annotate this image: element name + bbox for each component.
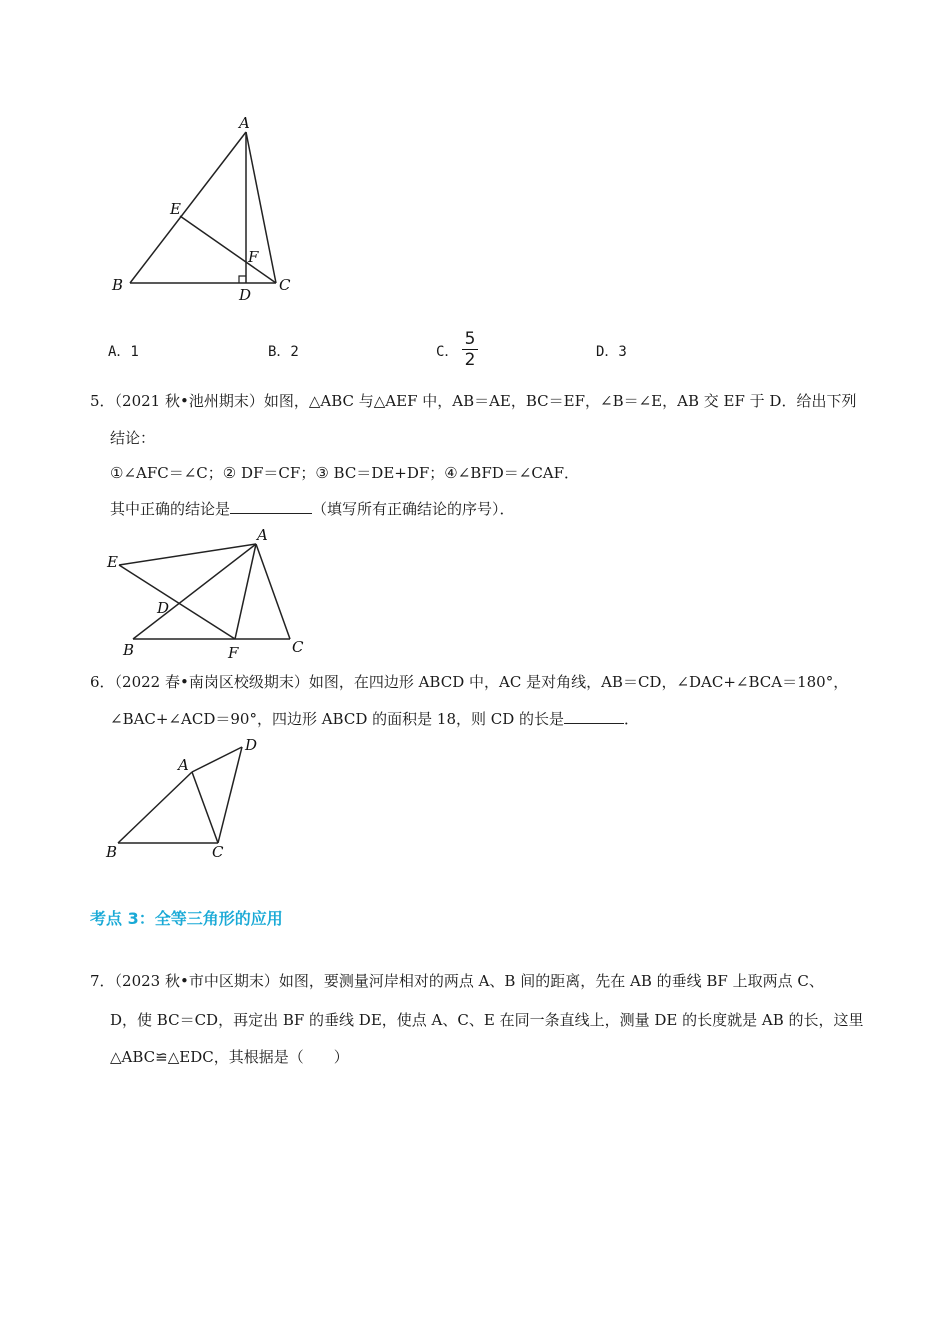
- segment-ea: [119, 544, 256, 565]
- fraction-numerator: 5: [464, 329, 476, 349]
- segment-dc: [218, 747, 242, 843]
- q6-line1: 6．（2022 春•南岗区校级期末）如图，在四边形 ABCD 中，AC 是对角线，AB＝CD，∠DAC+∠BCA＝180°，: [90, 673, 849, 691]
- q7-line1: 7．（2023 秋•市中区期末）如图，要测量河岸相对的两点 A、B 间的距离，先在 AB 的垂线 BF 上取两点 C、: [90, 972, 824, 990]
- q5-line4: [110, 497, 515, 520]
- right-angle-mark: [239, 276, 246, 283]
- option-d: D．3: [596, 344, 627, 360]
- label-a: A: [257, 526, 268, 544]
- q7-line3: △ABC≌△EDC，其根据是（ ）: [110, 1048, 349, 1066]
- q6-line2: [110, 707, 639, 730]
- figure-quadrilateral-abcd: [100, 730, 270, 865]
- q5-answer-blank[interactable]: [230, 497, 312, 514]
- label-a: A: [178, 756, 189, 774]
- label-d: D: [157, 599, 170, 617]
- q5-instruction: （填写所有正确结论的序号）．: [312, 500, 515, 518]
- option-b: B．2: [268, 344, 299, 360]
- option-c-fraction: [462, 330, 478, 369]
- segment-ec: [180, 216, 276, 283]
- segment-ab: [130, 132, 246, 283]
- label-b: B: [106, 843, 118, 861]
- label-a: A: [239, 114, 250, 132]
- fraction-denominator: 2: [464, 350, 476, 370]
- label-c: C: [212, 843, 224, 861]
- label-b: B: [123, 641, 135, 659]
- segment-ab: [118, 772, 192, 843]
- label-e: E: [170, 200, 181, 218]
- label-d: D: [239, 286, 252, 300]
- figure-triangle-abc-altitude: [100, 110, 310, 300]
- segment-ac: [192, 772, 218, 843]
- q6-end: ．: [624, 710, 640, 728]
- figure-triangles-abc-aef: [100, 525, 320, 660]
- section-heading: 考点 3：全等三角形的应用: [90, 909, 283, 928]
- label-f: F: [228, 644, 239, 660]
- label-e: E: [107, 553, 118, 571]
- q5-line2: 结论：: [110, 429, 156, 447]
- option-c-prefix: C．: [436, 344, 459, 360]
- label-d: D: [245, 736, 258, 754]
- q5-prompt: 其中正确的结论是: [110, 500, 231, 518]
- segment-ac: [256, 544, 290, 639]
- segment-ef: [119, 565, 235, 639]
- q7-line2: D，使 BC＝CD，再定出 BF 的垂线 DE，使点 A、C、E 在同一条直线上，测量 DE 的长度就是 AB 的长，这里: [110, 1011, 864, 1029]
- q6-prompt: ∠BAC+∠ACD＝90°，四边形 ABCD 的面积是 18，则 CD 的长是: [110, 710, 565, 728]
- q6-answer-blank[interactable]: [564, 707, 624, 724]
- label-c: C: [292, 638, 304, 656]
- q5-line3: ①∠AFC＝∠C；② DF＝CF；③ BC＝DE+DF；④∠BFD＝∠CAF．: [110, 464, 580, 482]
- label-f: F: [248, 248, 259, 266]
- label-c: C: [279, 276, 291, 294]
- segment-ad: [192, 747, 242, 772]
- option-a: A．1: [108, 344, 139, 360]
- label-b: B: [112, 276, 124, 294]
- q5-line1: 5．（2021 秋•池州期末）如图，△ABC 与△AEF 中，AB＝AE，BC＝EF，∠B＝∠E，AB 交 EF 于 D．给出下列: [90, 392, 857, 410]
